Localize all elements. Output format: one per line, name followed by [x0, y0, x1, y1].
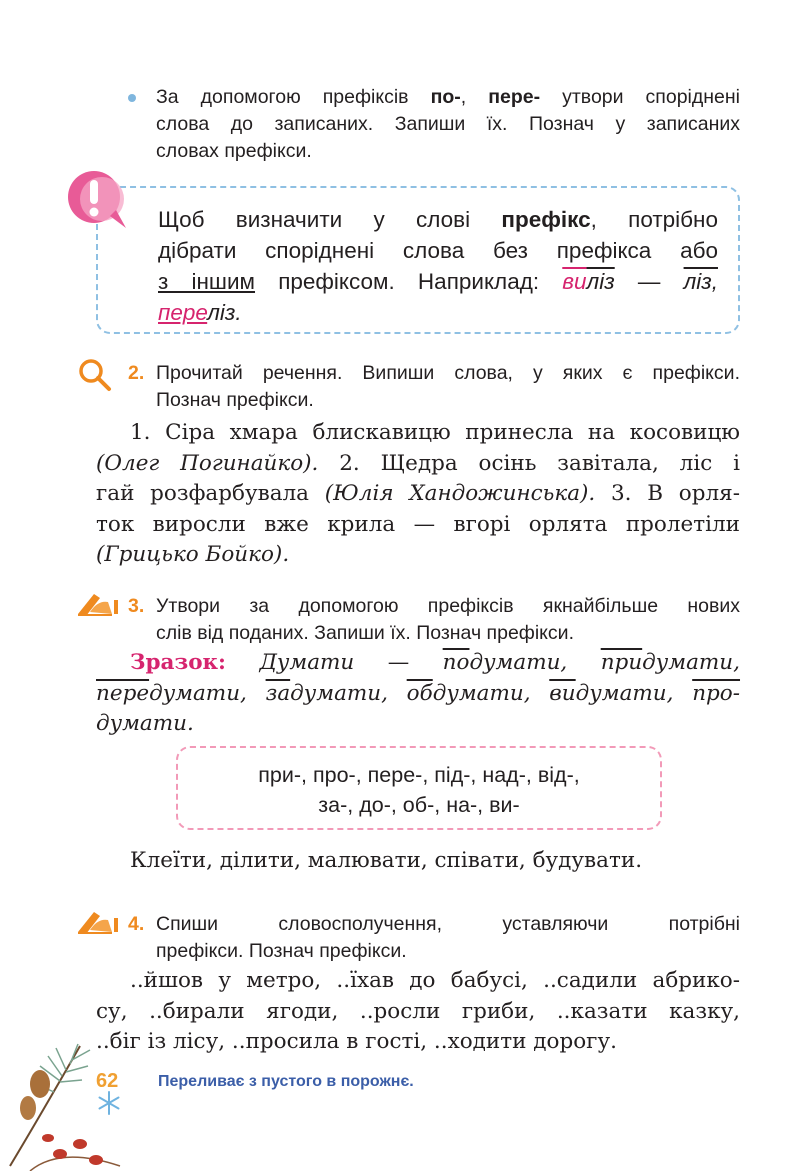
- task3-instruction: Утвори за допомогою префіксів якнайбільше нових слів від поданих. Запиши їх. Познач префікси.: [156, 595, 740, 644]
- exclamation-icon: [66, 168, 128, 230]
- magnifier-icon: [78, 358, 112, 392]
- task2-number: 2.: [128, 362, 145, 384]
- task3-words: Клеїти, ділити, малювати, співати, будувати.: [130, 848, 643, 873]
- footer-proverb: Переливає з пустого в порожнє.: [158, 1073, 414, 1090]
- task3-sample: Зразок: Думати — подумати, придумати, передумати, задумати, обдумати, видумати, про- думати.: [96, 650, 741, 736]
- task4-number: 4.: [128, 913, 145, 935]
- task3-number: 3.: [128, 595, 145, 617]
- bullet-task: За допомогою префіксів по-, пере- утвори споріднені слова до записаних. Запиши їх. Познач у записаних словах префікси.: [156, 86, 740, 162]
- prefix-list: при-, про-, пере-, під-, над-, від-, за-, до-, об-, на-, ви-: [258, 763, 580, 817]
- example-prefix: пере: [158, 300, 208, 325]
- rule-text: Щоб визначити у слові префікс, потрібно дібрати споріднені слова без префікса або з іншим префіксом. Наприклад: виліз — ліз, переліз.: [158, 207, 718, 325]
- task4-instruction: Спиши словосполучення, уставляючи потрібні префікси. Познач префікси.: [156, 913, 740, 962]
- writing-hand-icon: [76, 908, 120, 934]
- writing-hand-icon: [76, 590, 120, 616]
- example-prefix: ви: [562, 269, 587, 294]
- task4-text: ..йшов у метро, ..їхав до бабусі, ..садили абрико- су, ..бирали ягоди, ..росли гриби, ..казати казку, ..біг із лісу, ..просила в гості, ..ходити дорогу.: [96, 968, 740, 1054]
- page-number: 62: [96, 1070, 119, 1092]
- snowflake-icon: [96, 1090, 122, 1116]
- task2-instruction: Прочитай речення. Випиши слова, у яких є префікси. Познач префікси.: [156, 362, 740, 411]
- bullet-dot: [128, 94, 136, 102]
- sample-label: Зразок:: [130, 650, 226, 675]
- task2-text: 1. Сіра хмара блискавицю принесла на косовицю (Олег Погинайко). 2. Щедра осінь завітала, ліс і гай розфарбувала (Юлія Хандожинська). 3. В орля- ток виросли вже крила — вгорі орлята пролетіли (Грицько Бойко).: [96, 420, 740, 567]
